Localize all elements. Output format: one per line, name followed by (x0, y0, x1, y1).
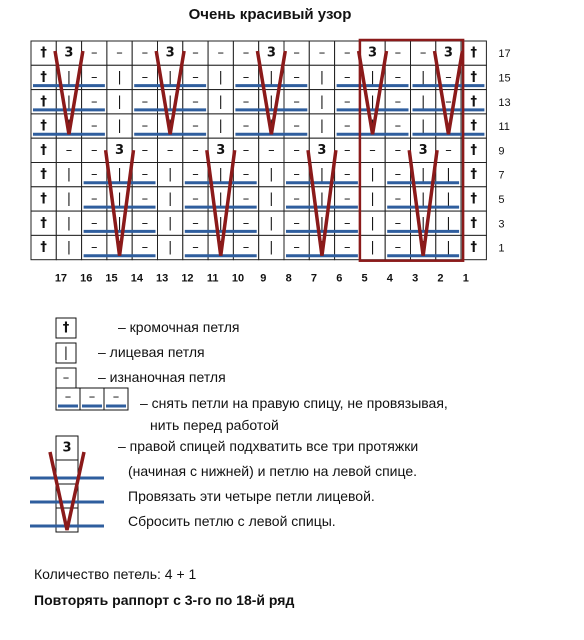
cell-symbol-knit: | (370, 167, 375, 183)
cell-symbol-knit: | (117, 191, 122, 207)
cell-symbol-purl: – (344, 118, 351, 134)
cell-symbol-edge: † (470, 191, 477, 207)
cell-symbol-purl: – (116, 45, 123, 61)
col-label: 8 (285, 272, 292, 285)
legend-slip-symbol: – (64, 389, 72, 405)
cell-symbol-edge: † (40, 191, 47, 207)
cell-symbol-purl: – (91, 240, 98, 256)
cell-symbol-knit: | (370, 215, 375, 231)
cell-symbol-purl: – (91, 215, 98, 231)
cell-symbol-purl: – (344, 94, 351, 110)
cell-symbol-purl: – (394, 69, 402, 85)
cell-symbol-edge: † (40, 215, 47, 231)
cell-symbol-knit: | (446, 167, 451, 183)
cell-symbol-edge: † (40, 240, 47, 256)
cell-symbol-knit: | (167, 118, 173, 134)
cell-symbol-knit: | (420, 215, 426, 231)
cell-symbol-edge: † (40, 94, 47, 110)
cell-symbol-purl: – (141, 167, 149, 183)
cell-symbol-knit: | (218, 240, 223, 256)
cell-symbol-knit: | (167, 191, 173, 207)
cell-symbol-knit: | (446, 215, 451, 231)
legend-edge-symbol: † (62, 320, 70, 336)
cell-symbol-knit: | (319, 191, 325, 207)
col-label: 4 (386, 272, 393, 285)
cell-symbol-knit: | (66, 69, 72, 85)
cell-symbol-purl: – (344, 45, 351, 61)
cell-symbol-knit: | (269, 94, 274, 110)
cell-symbol-knit: | (117, 167, 122, 183)
cell-symbol-knit: | (117, 118, 122, 134)
cell-symbol-knit: | (370, 240, 375, 256)
cell-symbol-purl: – (344, 191, 351, 207)
cell-symbol-knit: | (420, 240, 426, 256)
cell-symbol-knit: | (117, 240, 122, 256)
cell-symbol-knit: | (269, 240, 274, 256)
legend-slip-text-2: нить перед работой (150, 417, 279, 433)
col-label: 17 (54, 272, 68, 285)
legend-three-symbol: 3 (62, 440, 72, 456)
cell-symbol-purl: – (192, 69, 199, 85)
cell-symbol-purl: – (166, 142, 174, 158)
col-label: 14 (130, 272, 143, 285)
cell-symbol-purl: – (141, 94, 149, 110)
cell-symbol-purl: – (293, 69, 300, 85)
cell-symbol-three: 3 (64, 45, 74, 61)
cell-symbol-knit: | (420, 94, 426, 110)
cell-symbol-purl: – (242, 69, 250, 85)
cell-symbol-purl: – (91, 69, 98, 85)
cell-symbol-purl: – (192, 94, 199, 110)
cell-symbol-edge: † (470, 240, 477, 256)
cell-symbol-purl: – (192, 142, 199, 158)
cell-symbol-knit: | (167, 69, 173, 85)
cell-symbol-knit: | (218, 69, 223, 85)
cell-symbol-knit: | (66, 215, 72, 231)
cell-symbol-purl: – (141, 69, 149, 85)
cell-symbol-purl: – (141, 45, 149, 61)
cell-symbol-purl: – (91, 142, 98, 158)
cell-symbol-knit: | (269, 69, 274, 85)
cell-symbol-knit: | (66, 118, 72, 134)
cell-symbol-purl: – (242, 167, 250, 183)
cell-symbol-purl: – (394, 45, 402, 61)
cell-symbol-purl: – (242, 215, 250, 231)
legend-three-box (56, 460, 78, 484)
col-label: 6 (336, 272, 343, 285)
cell-symbol-purl: – (293, 94, 300, 110)
cell-symbol-purl: – (65, 142, 73, 158)
col-label: 13 (156, 272, 169, 285)
cell-symbol-edge: † (40, 167, 47, 183)
cell-symbol-purl: – (217, 45, 224, 61)
cell-symbol-edge: † (470, 94, 477, 110)
cell-symbol-knit: | (66, 191, 72, 207)
cell-symbol-knit: | (269, 118, 274, 134)
cell-symbol-purl: – (242, 45, 250, 61)
cell-symbol-purl: – (242, 142, 250, 158)
cell-symbol-knit: | (420, 69, 426, 85)
row-label: 9 (498, 145, 505, 158)
cell-symbol-purl: – (242, 191, 250, 207)
cell-symbol-purl: – (394, 118, 402, 134)
cell-symbol-purl: – (91, 94, 98, 110)
cell-symbol-knit: | (370, 118, 375, 134)
cell-symbol-purl: – (445, 118, 452, 134)
col-label: 15 (105, 272, 118, 285)
cell-symbol-knit: | (420, 118, 426, 134)
cell-symbol-purl: – (318, 45, 326, 61)
cell-symbol-purl: – (344, 167, 351, 183)
cell-symbol-knit: | (218, 118, 223, 134)
cell-symbol-purl: – (293, 167, 300, 183)
cell-symbol-knit: | (117, 215, 122, 231)
cell-symbol-purl: – (445, 94, 452, 110)
cell-symbol-purl: – (445, 142, 452, 158)
cell-symbol-edge: † (470, 142, 477, 158)
cell-symbol-knit: | (269, 191, 274, 207)
legend-edge-text: – кромочная петля (118, 319, 240, 335)
cell-symbol-three: 3 (216, 142, 226, 158)
cell-symbol-knit: | (370, 191, 375, 207)
cell-symbol-purl: – (141, 240, 149, 256)
col-label: 3 (412, 272, 419, 285)
cell-symbol-edge: † (40, 142, 47, 158)
cell-symbol-purl: – (192, 240, 199, 256)
legend-slip-symbol: – (88, 389, 96, 405)
cell-symbol-knit: | (167, 215, 173, 231)
cell-symbol-knit: | (167, 94, 173, 110)
cell-symbol-three: 3 (165, 45, 175, 61)
col-label: 9 (260, 272, 267, 285)
cell-symbol-purl: – (192, 118, 199, 134)
cell-symbol-edge: † (40, 69, 47, 85)
cell-symbol-purl: – (293, 191, 300, 207)
cell-symbol-knit: | (269, 215, 274, 231)
cell-symbol-purl: – (242, 118, 250, 134)
col-label: 1 (462, 272, 469, 285)
cell-symbol-knit: | (218, 215, 223, 231)
legend-slip-text-1: – снять петли на правую спицу, не провязывая, (140, 395, 448, 411)
cell-symbol-purl: – (91, 118, 98, 134)
cell-symbol-edge: † (470, 215, 477, 231)
row-label: 11 (498, 121, 510, 134)
cell-symbol-purl: – (192, 215, 199, 231)
row-label: 17 (498, 48, 511, 61)
chart-title: Очень красивый узор (188, 6, 352, 23)
cell-symbol-purl: – (242, 94, 250, 110)
cell-symbol-knit: | (218, 191, 223, 207)
cell-symbol-purl: – (445, 69, 452, 85)
cell-symbol-knit: | (319, 69, 325, 85)
cell-symbol-knit: | (218, 167, 223, 183)
cell-symbol-purl: – (192, 45, 199, 61)
row-label: 5 (498, 193, 505, 206)
col-label: 2 (437, 272, 444, 285)
cell-symbol-knit: | (66, 167, 72, 183)
cell-symbol-purl: – (394, 191, 402, 207)
legend-knit-symbol: | (63, 345, 69, 361)
cell-symbol-purl: – (141, 191, 149, 207)
cell-symbol-edge: † (40, 45, 47, 61)
cell-symbol-purl: – (293, 240, 300, 256)
stitch-count: Количество петель: 4 + 1 (34, 566, 197, 582)
legend-knit-text: – лицевая петля (98, 344, 205, 360)
cell-symbol-edge: † (470, 69, 477, 85)
legend-slip-symbol: – (112, 389, 120, 405)
cell-symbol-purl: – (394, 94, 402, 110)
cell-symbol-three: 3 (418, 142, 428, 158)
col-label: 16 (80, 272, 93, 285)
cell-symbol-purl: – (344, 215, 351, 231)
cell-symbol-three: 3 (115, 142, 125, 158)
row-label: 13 (498, 96, 511, 109)
cell-symbol-purl: – (394, 142, 402, 158)
cell-symbol-knit: | (446, 191, 451, 207)
legend-three-text-3: Провязать эти четыре петли лицевой. (128, 488, 375, 504)
col-label: 5 (361, 272, 368, 285)
cell-symbol-knit: | (319, 240, 325, 256)
repeat-note: Повторять раппорт с 3-го по 18-й ряд (34, 592, 295, 608)
cell-symbol-knit: | (117, 69, 122, 85)
row-label: 15 (498, 72, 511, 85)
cell-symbol-knit: | (66, 240, 72, 256)
cell-symbol-knit: | (66, 94, 72, 110)
cell-symbol-purl: – (293, 118, 300, 134)
col-label: 11 (206, 272, 219, 285)
cell-symbol-knit: | (269, 167, 274, 183)
cell-symbol-purl: – (394, 215, 402, 231)
cell-symbol-purl: – (293, 142, 300, 158)
cell-symbol-knit: | (370, 69, 375, 85)
cell-symbol-purl: – (344, 69, 351, 85)
row-label: 1 (498, 242, 505, 255)
col-label: 10 (231, 272, 245, 285)
cell-symbol-edge: † (470, 118, 477, 134)
cell-symbol-knit: | (167, 167, 173, 183)
cell-symbol-knit: | (420, 191, 426, 207)
cell-symbol-knit: | (370, 94, 375, 110)
cell-symbol-three: 3 (317, 142, 327, 158)
cell-symbol-knit: | (319, 167, 325, 183)
cell-symbol-edge: † (470, 167, 477, 183)
cell-symbol-edge: † (40, 118, 47, 134)
cell-symbol-purl: – (141, 118, 149, 134)
cell-symbol-knit: | (319, 118, 325, 134)
cell-symbol-purl: – (192, 167, 199, 183)
cell-symbol-knit: | (319, 215, 325, 231)
cell-symbol-purl: – (141, 142, 149, 158)
cell-symbol-knit: | (167, 240, 173, 256)
col-label: 7 (310, 272, 318, 285)
cell-symbol-purl: – (344, 240, 351, 256)
cell-symbol-three: 3 (368, 45, 378, 61)
cell-symbol-edge: † (470, 45, 477, 61)
row-label: 7 (498, 169, 505, 182)
cell-symbol-knit: | (218, 94, 223, 110)
cell-symbol-three: 3 (443, 45, 453, 61)
cell-symbol-purl: – (242, 240, 250, 256)
cell-symbol-purl: – (394, 167, 402, 183)
cell-symbol-knit: | (446, 240, 451, 256)
cell-symbol-knit: | (319, 94, 325, 110)
cell-symbol-purl: – (293, 45, 300, 61)
legend-purl-text: – изнаночная петля (98, 369, 226, 385)
cell-symbol-purl: – (141, 215, 149, 231)
cell-symbol-purl: – (192, 191, 199, 207)
cell-symbol-purl: – (344, 142, 351, 158)
cell-symbol-purl: – (369, 142, 376, 158)
legend-purl-symbol: – (62, 370, 70, 386)
legend-three-text-1: – правой спицей подхватить все три протяжки (118, 438, 419, 454)
row-label: 3 (498, 218, 505, 231)
cell-symbol-purl: – (91, 45, 98, 61)
cell-symbol-knit: | (117, 94, 122, 110)
cell-symbol-purl: – (394, 240, 402, 256)
cell-symbol-purl: – (91, 191, 98, 207)
cell-symbol-purl: – (419, 45, 427, 61)
cell-symbol-knit: | (420, 167, 426, 183)
cell-symbol-purl: – (293, 215, 300, 231)
col-label: 12 (181, 272, 194, 285)
cell-symbol-purl: – (91, 167, 98, 183)
cell-symbol-purl: – (268, 142, 275, 158)
cell-symbol-three: 3 (266, 45, 276, 61)
legend-three-text-4: Сбросить петлю с левой спицы. (128, 513, 336, 529)
legend-three-text-2: (начиная с нижней) и петлю на левой спице. (128, 463, 418, 479)
